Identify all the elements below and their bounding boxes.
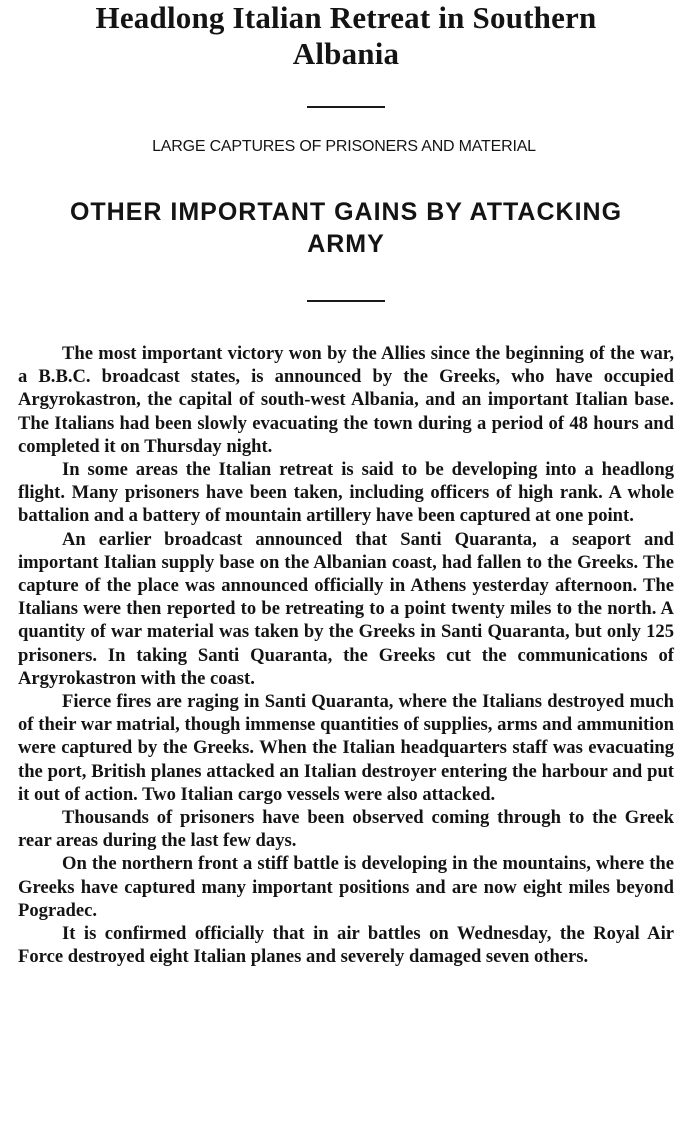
article-paragraph: It is confirmed officially that in air battles on Wednesday, the Royal Air Force destroyed eight Italian planes and severely damaged seven others. xyxy=(18,923,674,968)
headline-line-1: Headlong Italian Retreat in Southern xyxy=(95,0,597,35)
article-paragraph: An earlier broadcast announced that Santi Quaranta, a seaport and important Italian supply base on the Albanian coast, had fallen to the Greeks. The capture of the place was announced officially in Athens yesterday afternoon. The Italians were then reported to be retreating to a point twenty miles to the north. A quantity of war material was taken by the Greeks in Santi Quaranta, but only 125 prisoners. In taking Santi Quaranta, the Greeks cut the communications of Argyrokastron with the coast. xyxy=(18,528,674,689)
subheadline: LARGE CAPTURES OF PRISONERS AND MATERIAL xyxy=(152,138,536,155)
article-paragraph: Thousands of prisoners have been observed coming through to the Greek rear areas during the last few days. xyxy=(18,807,674,852)
divider-rule xyxy=(307,300,385,302)
divider-rule xyxy=(307,106,385,108)
deck-headline: OTHER IMPORTANT GAINS BY ATTACKING ARMY xyxy=(69,198,623,258)
article-paragraph: On the northern front a stiff battle is developing in the mountains, where the Greeks have captured many important positions and are now eight miles beyond Pogradec. xyxy=(18,853,674,921)
article-paragraph: In some areas the Italian retreat is said to be developing into a headlong flight. Many prisoners have been taken, including officers of high rank. A whole battalion and a battery of mountain artillery have been captured at one point. xyxy=(18,459,674,527)
article-body xyxy=(18,342,674,968)
headline-line-2: Albania xyxy=(292,36,400,71)
article-paragraph: The most important victory won by the Allies since the beginning of the war, a B.B.C. broadcast states, is announced by the Greeks, who have occupied Argyrokastron, the capital of south-west Albania, and an important Italian base. The Italians had been slowly evacuating the town during a period of 48 hours and completed it on Thursday night. xyxy=(18,343,674,457)
article-paragraph: Fierce fires are raging in Santi Quaranta, where the Italians destroyed much of their war matrial, though immense quantities of supplies, arms and ammunition were captured by the Greeks. When the Italian headquarters staff was evacuating the port, British planes attacked an Italian destroyer entering the harbour and put it out of action. Two Italian cargo vessels were also attacked. xyxy=(18,691,674,805)
headline xyxy=(18,0,674,72)
